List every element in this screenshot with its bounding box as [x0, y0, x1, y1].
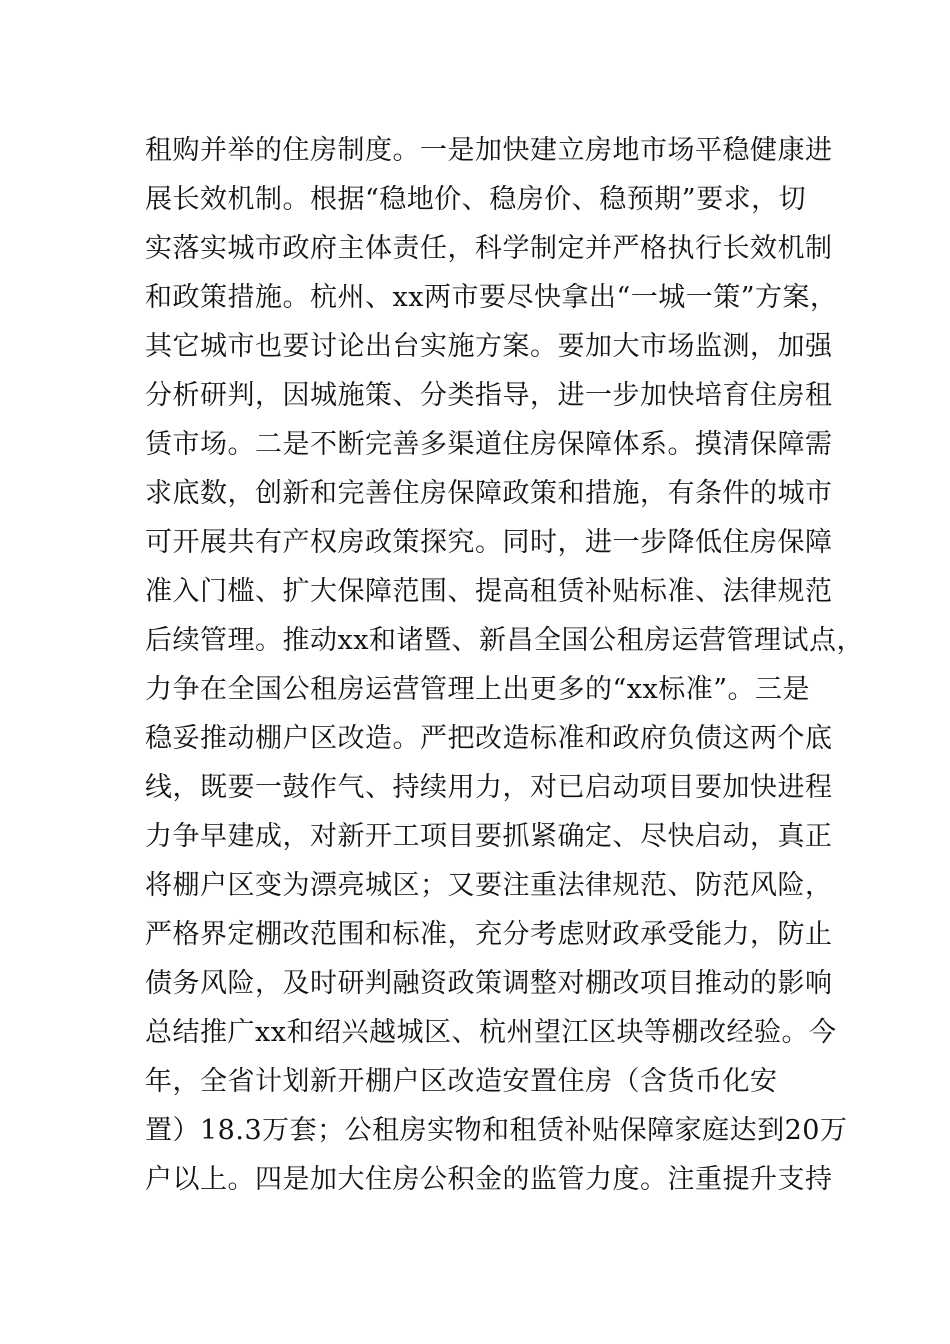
text-line: 赁市场。二是不断完善多渠道住房保障体系。摸清保障需	[145, 429, 833, 460]
text-line: 求底数，创新和完善住房保障政策和措施，有条件的城市	[145, 478, 833, 509]
text-line: 租购并举的住房制度。一是加快建立房地市场平稳健康进	[145, 135, 833, 166]
text-line: 准入门槛、扩大保障范围、提高租赁补贴标准、法律规范	[145, 576, 833, 607]
text-line: 展长效机制。根据“稳地价、稳房价、稳预期”要求，切	[145, 184, 807, 215]
text-line: 力争在全国公租房运营管理上出更多的“xx标准”。三是	[145, 674, 811, 705]
text-line: 其它城市也要讨论出台实施方案。要加大市场监测，加强	[145, 331, 833, 362]
text-line: 和政策措施。杭州、xx两市要尽快拿出“一城一策”方案，	[145, 282, 838, 313]
text-line: 年，全省计划新开棚户区改造安置住房（含货币化安	[145, 1066, 778, 1097]
text-line: 严格界定棚改范围和标准，充分考虑财政承受能力，防止	[145, 919, 833, 950]
text-line: 线，既要一鼓作气、持续用力，对已启动项目要加快进程	[145, 772, 833, 803]
text-line: 置）18.3万套；公租房实物和租赁补贴保障家庭达到20万	[145, 1115, 848, 1146]
text-line: 稳妥推动棚户区改造。严把改造标准和政府负债这两个底	[145, 723, 833, 754]
text-line: 将棚户区变为漂亮城区；又要注重法律规范、防范风险，	[145, 870, 833, 901]
text-line: 力争早建成，对新开工项目要抓紧确定、尽快启动，真正	[145, 821, 833, 852]
text-line: 后续管理。推动xx和诸暨、新昌全国公租房运营管理试点，	[145, 625, 864, 656]
text-line: 实落实城市政府主体责任，科学制定并严格执行长效机制	[145, 233, 833, 264]
body-paragraph	[145, 126, 864, 1204]
text-line: 可开展共有产权房政策探究。同时，进一步降低住房保障	[145, 527, 833, 558]
text-line: 分析研判，因城施策、分类指导，进一步加快培育住房租	[145, 380, 833, 411]
text-line: 债务风险，及时研判融资政策调整对棚改项目推动的影响	[145, 968, 833, 999]
text-line: 总结推广xx和绍兴越城区、杭州望江区块等棚改经验。今	[145, 1017, 837, 1048]
text-line: 户以上。四是加大住房公积金的监管力度。注重提升支持	[145, 1164, 833, 1195]
